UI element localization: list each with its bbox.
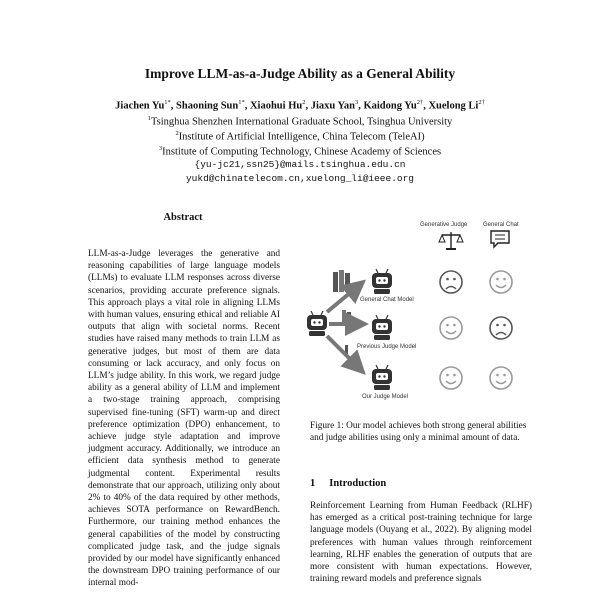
author-list: Jiachen $Yu^{1*}$, Shaoning Sun$^{1*}$, Xiaohui Hu$^2$, Jiaxu Yan$^3$, Kaidong $Yu^{2\dagger}$, Xuelong $Li^{2\dagger}$: [115, 99, 485, 112]
section-heading: [310, 478, 386, 489]
email-line-1[interactable]: {yu-jc21,ssn25}@mails.tsinghua.edu.cn: [194, 159, 406, 170]
figure-1: [305, 220, 545, 410]
happy-face-icon: [440, 367, 462, 389]
section-title: Introduction: [329, 478, 387, 489]
section-number: 1: [310, 478, 316, 489]
affiliation-text: Tsinghua Shenzhen International Graduate School, Tsinghua University: [150, 116, 453, 128]
affiliation-mark: 1: [147, 115, 151, 122]
author-affiliation-mark: 1*: [164, 99, 171, 106]
affiliation-mark: 3: [158, 145, 163, 152]
label-general-chat-model: General Chat Model: [360, 297, 414, 303]
previous-judge-model-robot-icon: [372, 315, 392, 340]
sad-face-icon: [440, 271, 462, 293]
affiliation-text: Institute of Computing Technology, Chinese Academy of Sciences: [162, 146, 442, 158]
scales-icon: [439, 232, 463, 250]
label-general-chat: General Chat: [483, 222, 519, 228]
arrow-to-our-judge-model: [327, 336, 363, 372]
section-body: Reinforcement Learning from Human Feedback (RLHF) has emerged as a critical post-training technique for large language models (Ouyang et al., 2022). By aligning model preferences with human values through reinforcement learning, RLHF enables the generation of outputs that are more consistent with human expectations. However, training reward models and preference signals: [310, 501, 532, 585]
happy-face-icon: [440, 317, 462, 339]
paper-title: Improve LLM-as-a-Judge Ability as a General Ability: [144, 66, 456, 81]
author-affiliation-mark: 2: [302, 99, 306, 106]
figure-caption: Figure 1: Our model achieves both strong general abilities and judge abilities using only a minimal amount of data.: [310, 421, 527, 444]
author-affiliation-mark: 1*: [238, 99, 245, 106]
author-name: Jiaxu Yan: [310, 100, 355, 112]
general-chat-model-robot-icon: [372, 269, 392, 294]
label-previous-judge-model: Previous Judge Model: [357, 344, 417, 350]
base-model-robot-icon: [307, 311, 327, 336]
figure-diagram: [305, 220, 545, 410]
affiliation-2: [0, 130, 600, 143]
happy-face-icon: [490, 367, 512, 389]
email-line-2[interactable]: yukd@chinatelecom.cn,xuelong_li@ieee.org: [185, 173, 415, 184]
chat-bubble-icon: [491, 231, 509, 247]
our-judge-model-robot-icon: [372, 365, 392, 390]
label-generative-judge: Generative Judge: [420, 222, 468, 228]
label-our-judge-model: Our Judge Model: [362, 394, 409, 400]
author-name: Kaidong Yu: [363, 100, 417, 112]
books-icon-large: [333, 270, 350, 292]
author-name: Xiaohui Hu: [249, 100, 303, 112]
abstract-heading: Abstract: [163, 212, 203, 223]
affiliation-text: Institute of Artificial Intelligence, China Telecom (TeleAI): [178, 131, 425, 143]
abstract-body: LLM-as-a-Judge leverages the generative and reasoning capabilities of large language models (LLMs) to evaluate LLM responses across diverse scenarios, providing accurate preference signals. This approach plays a vital role in aligning LLMs with human values, ensuring ethical and reliable AI outputs that align with societal norms. Recent studies have raised many methods to train LLM as generative judges, but most of them are data consuming or lack accuracy, and only focus on LLM’s judge ability. In this work, we regard judge ability as a general ability of LLM and implement a two-stage training approach, comprising supervised fine-tuning (SFT) warm-up and direct preference optimization (DPO) enhancement, to achieve judge style adaptation and improve judgment accuracy. Additionally, we introduce an efficient data synthesis method to generate judgmental content. Experimental results demonstrate that our approach, utilizing only about 2% to 40% of the data required by other methods, achieves SOTA performance on RewardBench. Furthermore, our training method enhances the general capabilities of the model by constructing complicated judge task, and the judge signals provided by our model have significantly enhanced the downstream DPO training performance of our internal mod-: [88, 249, 280, 589]
sad-face-icon: [490, 317, 512, 339]
author-name: Shaoning Sun: [176, 100, 239, 112]
affiliation-1: [0, 115, 600, 128]
affiliation-mark: 2: [175, 130, 179, 137]
affiliation-3: [0, 145, 600, 158]
author-affiliation-mark: 2†: [416, 99, 424, 106]
author-affiliation-mark: 3: [354, 99, 359, 106]
author-name: Xuelong Li: [428, 100, 479, 112]
author-name: Jiachen Yu: [115, 100, 165, 112]
author-affiliation-mark: 2†: [478, 99, 485, 106]
happy-face-icon: [490, 271, 512, 293]
books-icon-medium: [342, 310, 351, 324]
